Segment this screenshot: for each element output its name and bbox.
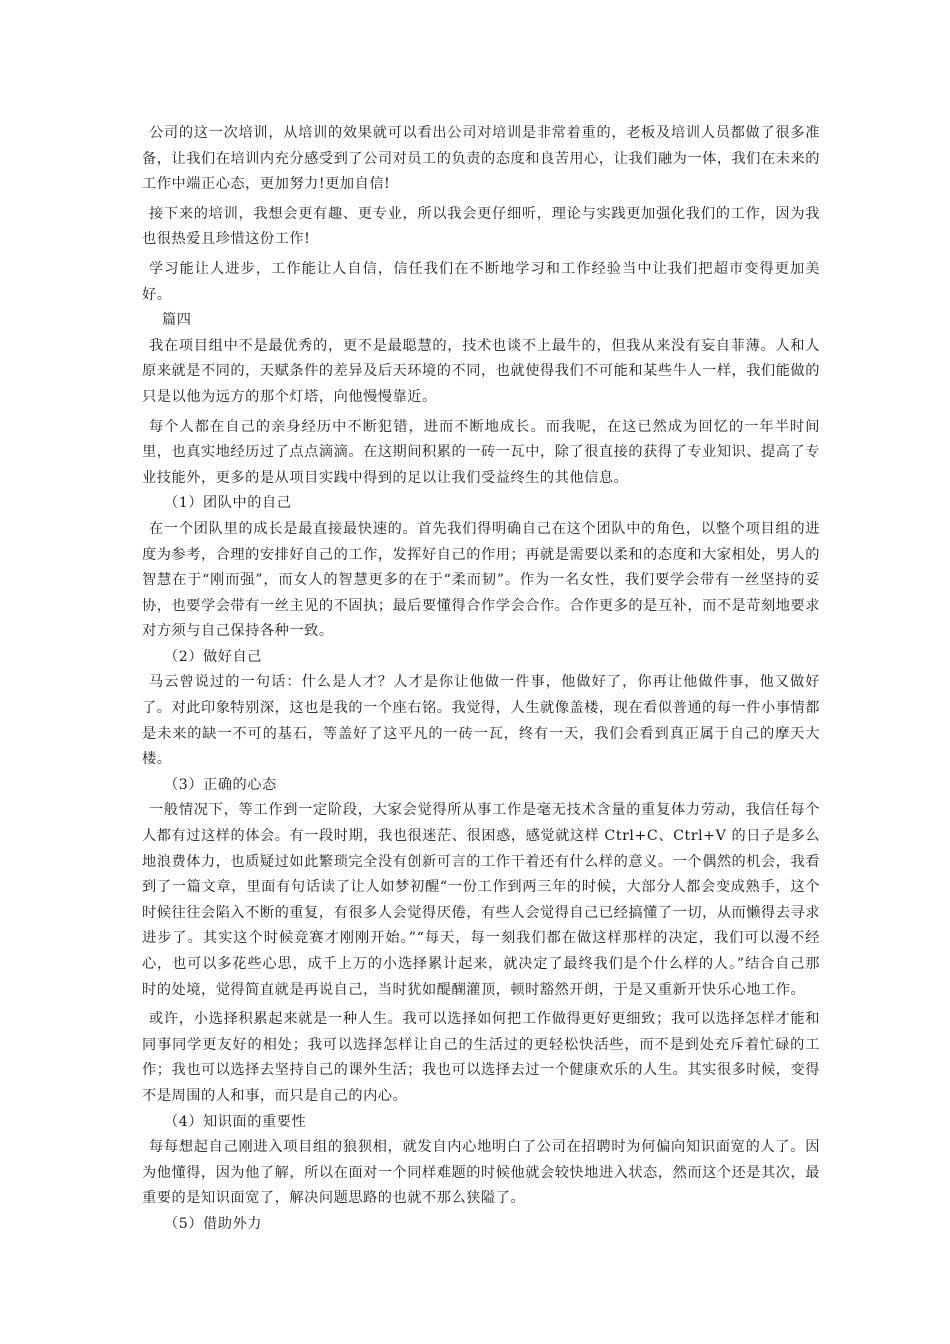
subsection-3-paragraph-1: 一般情况下，等工作到一定阶段，大家会觉得所从事工作是毫无技术含量的重复体力劳动，我信任每个人都有过这样的体会。有一段时期，我也很迷茫、很困惑，感觉就这样 Ctrl+C、Ctrl+V 的日子是多么地浪费体力，也质疑过如此繁琐完全没有创新可言的工作干着还有什么样的意义。一个偶然的机会，我看到了一篇文章，里面有句话读了让人如梦初醒“一份工作到两三年的时候，大部分人都会变成熟手，这个时候往往会陷入不断的重复，有很多人会觉得厌倦，有些人会觉得自己已经搞懂了一切，从而懒得去寻求进步了。其实这个时候竞赛才刚刚开始。”“每天，每一刻我们都在做这样那样的决定，我们可以漫不经心，也可以多花些心思，成千上万的小选择累计起来，就决定了最终我们是个什么样的人。”结合自己那时的处境，觉得简直就是再说自己，当时犹如醍醐灌顶，顿时豁然开朗，于是又重新开快乐心地工作。 bbox=[142, 802, 820, 998]
subsection-heading-5: （5）借助外力 bbox=[164, 1215, 263, 1232]
subsection-heading-4: （4）知识面的重要性 bbox=[164, 1113, 307, 1130]
subsection-heading-1: （1）团队中的自己 bbox=[164, 495, 292, 512]
subsection-3-paragraph-2: 或许，小选择积累起来就是一种人生。我可以选择如何把工作做得更好更细致；我可以选择怎样才能和同事同学更友好的相处；我可以选择怎样让自己的生活过的更轻松快活些，而不是到处充斥着忙碌的工作；我也可以选择去坚持自己的课外生活；我也可以选择去过一个健康欢乐的人生。其实很多时候，变得不是周围的人和事，而只是自己的内心。 bbox=[142, 1011, 820, 1104]
subsection-heading-2: （2）做好自己 bbox=[164, 648, 263, 665]
subsection-1-paragraph-1: 在一个团队里的成长是最直接最快速的。首先我们得明确自己在这个团队中的角色，以整个项目组的进度为参考，合理的安排好自己的工作，发挥好自己的作用；再就是需要以柔和的态度和大家相处，男人的智慧在于“刚而强”，而女人的智慧更多的在于“柔而韧”。作为一名女性，我们要学会带有一丝坚持的妥协，也要学会带有一丝主见的不固执；最后要懂得合作学会合作。合作更多的是互补，而不是苛刻地要求对方须与自己保持各种一致。 bbox=[142, 520, 820, 640]
section-paragraph-1: 我在项目组中不是最优秀的，更不是最聪慧的，技术也谈不上最牛的，但我从来没有妄自菲薄。人和人原来就是不同的，天赋条件的差异及后天环境的不同，也就使得我们不可能和某些牛人一样，我们能做的只是以他为远方的那个灯塔，向他慢慢靠近。 bbox=[142, 337, 820, 405]
subsection-heading-3: （3）正确的心态 bbox=[164, 776, 277, 793]
intro-paragraph-1: 公司的这一次培训，从培训的效果就可以看出公司对培训是非常着重的，老板及培训人员都做了很多准备，让我们在培训内充分感受到了公司对员工的负责的态度和良苦用心，让我们融为一体，我们在未来的工作中端正心态，更加努力!更加自信! bbox=[142, 125, 820, 193]
document-page bbox=[142, 121, 820, 1238]
intro-paragraph-2: 接下来的培训，我想会更有趣、更专业，所以我会更仔细听，理论与实践更加强化我们的工作，因为我也很热爱且珍惜这份工作! bbox=[142, 205, 820, 248]
subsection-2-paragraph-1: 马云曾说过的一句话：什么是人才？人才是你让他做一件事，他做好了，你再让他做件事，他又做好了。对此印象特别深，这也是我的一个座右铭。我觉得，人生就像盖楼，现在看似普通的每一件小事情都是未来的缺一不可的基石，等盖好了这平凡的一砖一瓦，终有一天，我们会看到真正属于自己的摩天大楼。 bbox=[142, 674, 820, 768]
section-paragraph-2: 每个人都在自己的亲身经历中不断犯错，进而不断地成长。而我呢，在这已然成为回忆的一年半时间里，也真实地经历过了点点滴滴。在这期间积累的一砖一瓦中，除了很直接的获得了专业知识、提高了专业技能外，更多的是从项目实践中得到的足以让我们受益终生的其他信息。 bbox=[142, 418, 820, 486]
section-title: 篇四 bbox=[162, 312, 192, 329]
subsection-4-paragraph-1: 每每想起自己刚进入项目组的狼狈相，就发自内心地明白了公司在招聘时为何偏向知识面宽的人了。因为他懂得，因为他了解，所以在面对一个同样难题的时候他就会较快地进入状态，然而这个还是其次，最重要的是知识面宽了，解决问题思路的也就不那么狭隘了。 bbox=[142, 1139, 820, 1207]
intro-paragraph-3: 学习能让人进步，工作能让人自信，信任我们在不断地学习和工作经验当中让我们把超市变得更加美好。 bbox=[142, 260, 820, 303]
